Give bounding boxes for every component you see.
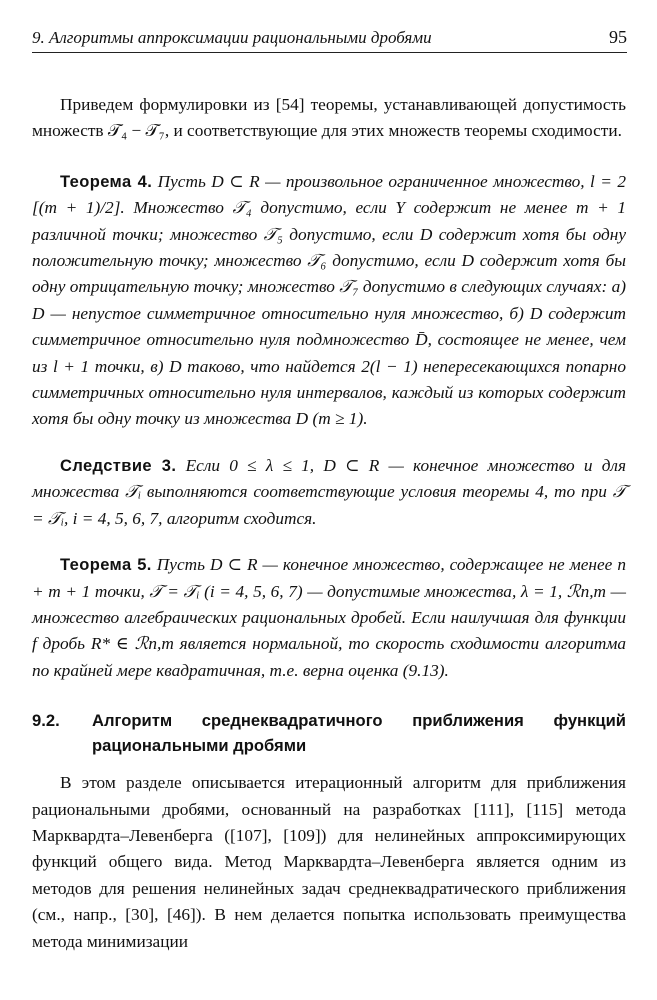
section-title: Алгоритм среднеквадратичного приближения функций рациональными дробями — [92, 711, 626, 756]
theorem-5-text: Пусть D ⊂ R — конечное множество, содержащее не менее n + m + 1 точки, 𝒯 = 𝒯ᵢ (i = 4, 5, 6, 7) — допустимые множества, λ = 1, ℛn,m — множество алгебраических рациональных дробей. Если наилучшая для функции f дробь R* ∈ ℛn,m является нормальной, то скорость сходимости алгоритма по крайней мере квадратичная, т.е. верна оценка (9.13). — [32, 555, 627, 680]
section-heading — [32, 708, 626, 758]
corollary-3-label: Следствие 3. — [60, 456, 177, 475]
page-number: 95 — [609, 27, 627, 47]
intro-paragraph: Приведем формулировки из [54] теоремы, устанавливающей допустимость множеств 𝒯₄ − 𝒯₇, и соответствующие для этих множеств теоремы сходимости. — [32, 95, 626, 141]
theorem-5 — [32, 552, 626, 684]
theorem-5-label: Теорема 5. — [60, 556, 152, 575]
section-number: 9.2. — [32, 711, 60, 731]
running-title: 9. Алгоритмы аппроксимации рациональными дробями — [32, 28, 432, 47]
page-body — [32, 92, 626, 955]
theorem-4 — [32, 169, 626, 433]
theorem-4-text: Пусть D ⊂ R — произвольное ограниченное множество, l = 2 [(m + 1)/2]. Множество 𝒯₄ допустимо, если Y содержит не менее m + 1 различной точки; множество 𝒯₅ допустимо, если D содержит хотя бы одну положительную точку; множество 𝒯₆ допустимо, если D содержит хотя бы одну отрицательную точку; множество 𝒯₇ допустимо в следующих случаях: а) D — непустое симметричное относительно нуля множество, б) D содержит симметричное относительно нуля подмножество D̄, состоящее не менее, чем из l + 1 точки, в) D таково, что найдется 2(l − 1) непересекающихся попарно симметричных относительно нуля интервалов, каждый из которых содержит хотя бы одну точку из множества D (m ≥ 1). — [32, 171, 626, 429]
running-header — [32, 26, 627, 53]
theorem-4-label: Теорема 4. — [60, 172, 153, 191]
corollary-3 — [32, 453, 626, 532]
section-paragraph: В этом разделе описывается итерационный алгоритм для приближения рациональными дробями, основанный на разработках [111], [115] метода Марквардта–Левенберга ([107], [109]) для нелинейных аппроксимирующих функций общего вида. Метод Марквардта–Левенберга является одним из методов для решения нелинейных задач среднеквадратического приближения (см., напр., [30], [46]). В нем делается попытка использовать преимущества метода минимизации — [32, 773, 626, 951]
corollary-3-text: Если 0 ≤ λ ≤ 1, D ⊂ R — конечное множество и для множества 𝒯ᵢ выполняются соответствующие условия теоремы 4, то при 𝒯 = 𝒯ᵢ, i = 4, 5, 6, 7, алгоритм сходится. — [32, 455, 626, 528]
